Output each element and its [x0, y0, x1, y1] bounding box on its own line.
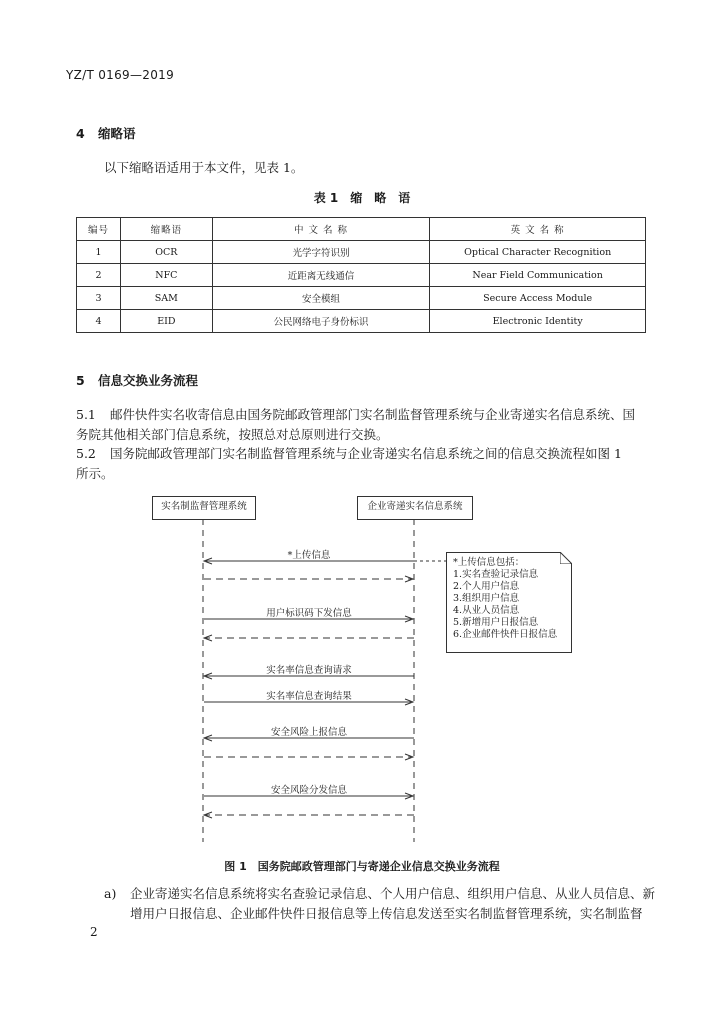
section-4-intro: 以下缩略语适用于本文件，见表 1。 — [104, 160, 304, 175]
table-cell: 公民网络电子身份标识 — [212, 310, 430, 333]
list-item-a-text: 企业寄递实名信息系统将实名查验记录信息、个人用户信息、组织用户信息、从业人员信息、新 — [130, 886, 656, 901]
note-line: 4.从业人员信息 — [453, 605, 520, 616]
right-actor-box: 企业寄递实名信息系统 — [357, 496, 473, 520]
para-5-2-text: 国务院邮政管理部门实名制监督管理系统与企业寄递实名信息系统之间的信息交换流程如图 1 — [110, 446, 622, 461]
table-cell: NFC — [120, 264, 212, 287]
table-cell: 安全模组 — [212, 287, 430, 310]
list-item-a-label: a) — [104, 886, 117, 901]
para-5-2-number: 5.2 — [76, 446, 96, 461]
figure-1-caption: 图 1 国务院邮政管理部门与寄递企业信息交换业务流程 — [224, 860, 500, 873]
table-cell: 近距离无线通信 — [212, 264, 430, 287]
para-5-1-text: 邮件快件实名收寄信息由国务院邮政管理部门实名制监督管理系统与企业寄递实名信息系统、国 — [110, 407, 636, 422]
section-5-number: 5 — [76, 373, 85, 388]
note-line: 1.实名查验记录信息 — [453, 569, 539, 580]
msg-risk-distribute-label: 安全风险分发信息 — [270, 785, 347, 796]
msg-usercode-label: 用户标识码下发信息 — [266, 608, 352, 619]
para-5-1-line2: 务院其他相关部门信息系统，按照总对总原则进行交换。 — [76, 427, 389, 442]
msg-query-result-label: 实名率信息查询结果 — [266, 691, 352, 702]
table-cell: SAM — [120, 287, 212, 310]
upload-info-note — [446, 552, 572, 653]
table-cell: Electronic Identity — [430, 310, 646, 333]
msg-query-request-label: 实名率信息查询请求 — [266, 665, 352, 676]
table-cell: Near Field Communication — [430, 264, 646, 287]
note-line: 6.企业邮件快件日报信息 — [453, 629, 558, 640]
page-number: 2 — [90, 925, 98, 939]
note-line: 2.个人用户信息 — [453, 581, 520, 592]
list-item-a-line1 — [104, 884, 664, 904]
header-cell: 英 文 名 称 — [430, 218, 646, 241]
msg-upload-label: *上传信息 — [287, 550, 331, 561]
document-id: YZ/T 0169—2019 — [66, 68, 175, 82]
header-cell: 缩略语 — [120, 218, 212, 241]
table-cell: 4 — [77, 310, 121, 333]
table-cell: Secure Access Module — [430, 287, 646, 310]
note-line: 3.组织用户信息 — [453, 593, 520, 604]
note-folded-corner — [560, 552, 572, 564]
section-5-title: 信息交换业务流程 — [98, 373, 199, 388]
left-actor-box: 实名制监督管理系统 — [152, 496, 256, 520]
list-item-a — [104, 884, 664, 924]
table-cell: OCR — [120, 241, 212, 264]
table-cell: 3 — [77, 287, 121, 310]
section-4-title: 缩略语 — [98, 126, 136, 141]
note-line: 5.新增用户日报信息 — [453, 617, 539, 628]
para-5-1-number: 5.1 — [76, 407, 96, 422]
list-item-a-line2: 增用户日报信息、企业邮件快件日报信息等上传信息发送至实名制监督管理系统，实名制监督 — [130, 906, 643, 921]
para-5-2-line2: 所示。 — [76, 466, 114, 481]
table-cell: 2 — [77, 264, 121, 287]
table-cell: Optical Character Recognition — [430, 241, 646, 264]
table-cell: EID — [120, 310, 212, 333]
note-line: *上传信息包括： — [453, 557, 525, 568]
table-cell: 光学字符识别 — [212, 241, 430, 264]
table-cell: 1 — [77, 241, 121, 264]
header-cell: 中 文 名 称 — [212, 218, 430, 241]
section-4-number: 4 — [76, 126, 85, 141]
header-cell: 编号 — [77, 218, 121, 241]
msg-risk-report-label: 安全风险上报信息 — [270, 727, 347, 738]
table-1-caption: 表 1 缩 略 语 — [313, 191, 411, 205]
